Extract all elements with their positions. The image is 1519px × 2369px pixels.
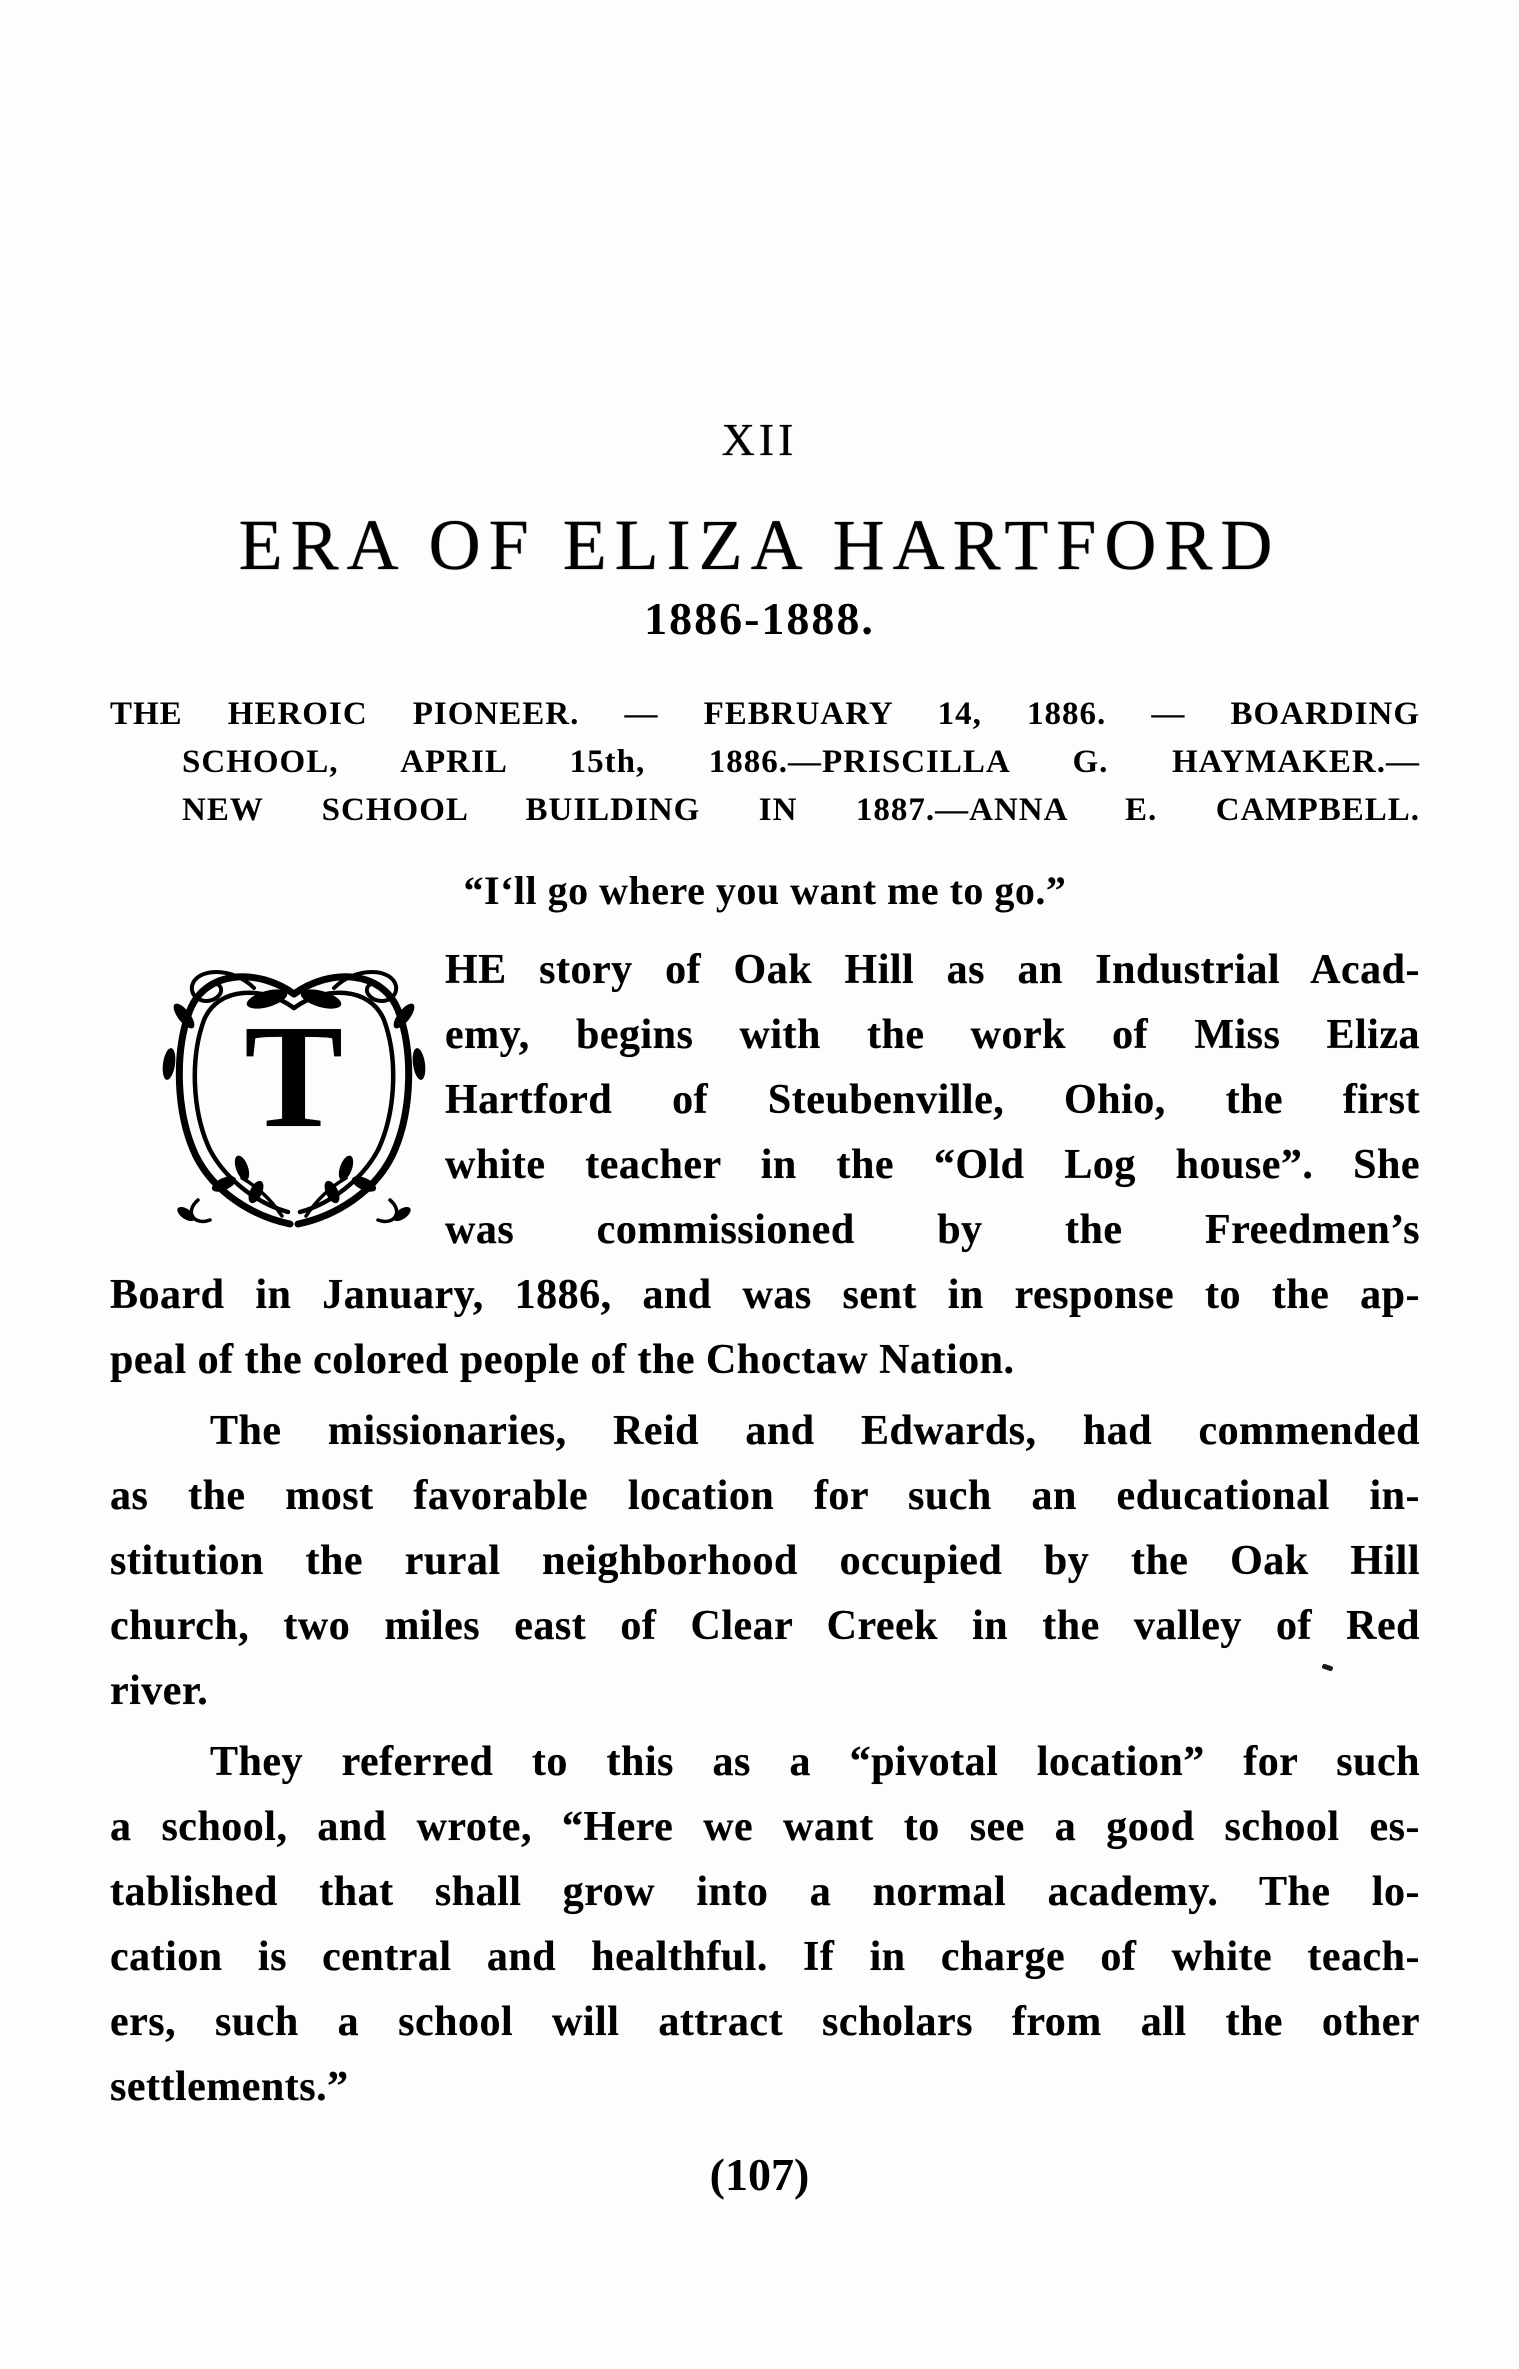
text-block — [110, 690, 1420, 2120]
body-line: settlements.” — [110, 2064, 349, 2110]
body-line: emy, begins with the work of Miss Eliza — [445, 1012, 1420, 1058]
paragraph — [110, 1730, 1420, 2120]
body-line: HE story of Oak Hill as an Industrial Acad- — [445, 947, 1420, 993]
date-range: 1886-1888. — [644, 593, 875, 644]
body-line: as the most favorable location for such an educational in- — [110, 1473, 1420, 1519]
drop-cap — [110, 938, 445, 1263]
page-number: (107) — [709, 2149, 810, 2200]
body-line: was commissioned by the Freedmen’s — [445, 1207, 1420, 1253]
body-line: The missionaries, Reid and Edwards, had commended — [210, 1408, 1420, 1454]
paragraph — [110, 1399, 1420, 1724]
summary-line: SCHOOL, APRIL 15th, 1886.—PRISCILLA G. HAYMAKER.— — [182, 744, 1420, 780]
body-line: tablished that shall grow into a normal academy. The lo- — [110, 1869, 1420, 1915]
chapter-summary — [110, 690, 1420, 834]
body-line: ers, such a school will attract scholars from all the other — [110, 1999, 1420, 2045]
body-line: white teacher in the “Old Log house”. She — [445, 1142, 1420, 1188]
body-line: stitution the rural neighborhood occupied by the Oak Hill — [110, 1538, 1420, 1584]
epigraph-quote: “I‘ll go where you want me to go.” — [463, 868, 1067, 913]
paragraph — [110, 938, 1420, 1393]
summary-line: NEW SCHOOL BUILDING IN 1887.—ANNA E. CAMPBELL. — [182, 792, 1420, 828]
drop-cap-ornament-icon — [154, 964, 434, 1229]
summary-line: THE HEROIC PIONEER. — FEBRUARY 14, 1886. — BOARDING — [110, 696, 1420, 732]
body-line: Board in January, 1886, and was sent in response to the ap- — [110, 1272, 1420, 1318]
body-line: cation is central and healthful. If in charge of white teach- — [110, 1934, 1420, 1980]
body-line: a school, and wrote, “Here we want to see a good school es- — [110, 1804, 1420, 1850]
body-line: river. — [110, 1668, 209, 1714]
body-line: peal of the colored people of the Choctaw Nation. — [110, 1337, 1015, 1383]
body-line: church, two miles east of Clear Creek in the valley of Red — [110, 1603, 1420, 1649]
chapter-number: XII — [721, 414, 798, 465]
body-line: They referred to this as a “pivotal location” for such — [210, 1739, 1420, 1785]
body-line: Hartford of Steubenville, Ohio, the first — [445, 1077, 1420, 1123]
drop-cap-letter: T — [244, 995, 344, 1159]
page-title: ERA OF ELIZA HARTFORD — [238, 505, 1281, 585]
